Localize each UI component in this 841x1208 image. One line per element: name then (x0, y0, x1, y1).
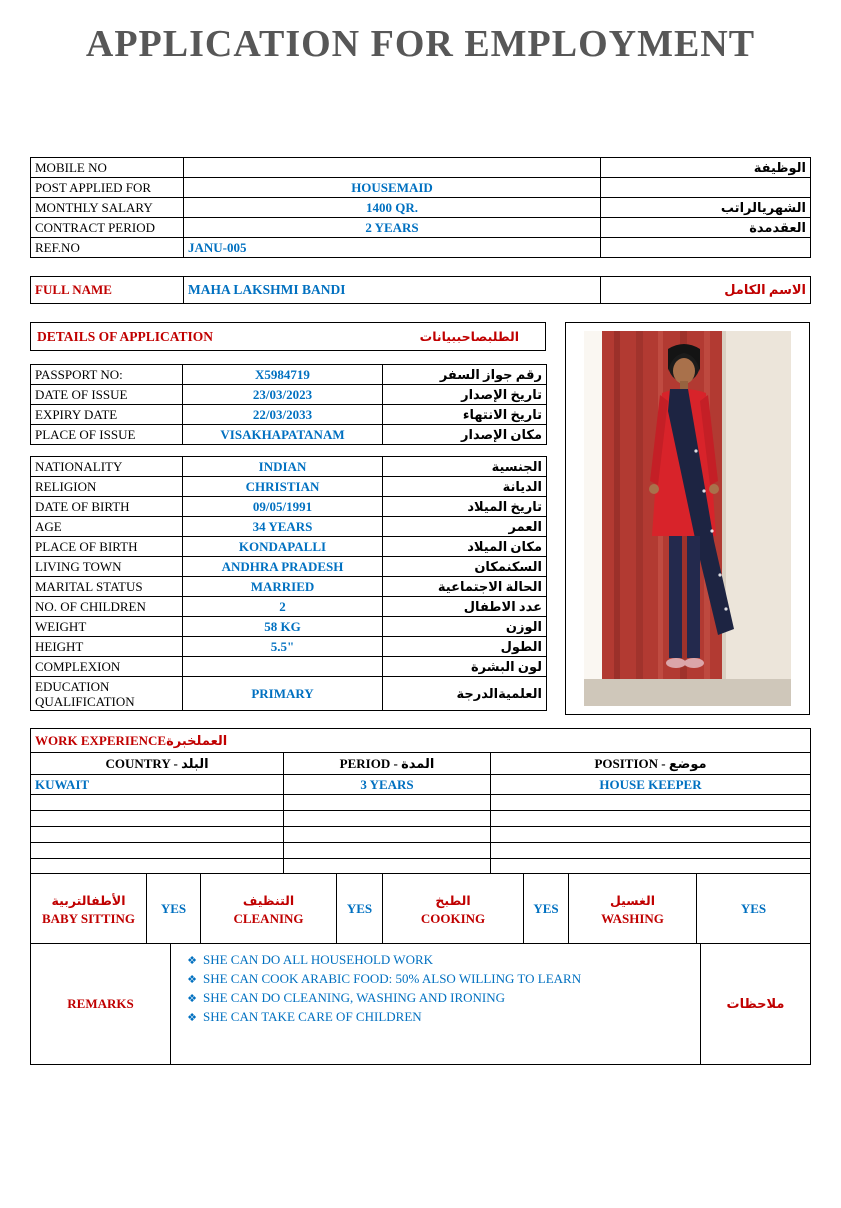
row-label: PLACE OF BIRTH (31, 537, 183, 557)
row-label: CONTRACT PERIOD (31, 218, 184, 238)
table-row (31, 385, 547, 405)
table-row (31, 677, 547, 711)
skill-arabic-label: الطبخ (435, 893, 471, 908)
row-value (184, 158, 601, 178)
diamond-bullet-icon: ❖ (187, 1011, 197, 1024)
row-label: COMPLEXION (31, 657, 183, 677)
row-arabic-label: العقدمدة (601, 218, 811, 238)
row-value: VISAKHAPATANAM (183, 425, 383, 445)
row-value: CHRISTIAN (183, 477, 383, 497)
row-label: MOBILE NO (31, 158, 184, 178)
work-experience-title (31, 729, 811, 753)
skill-arabic-label: الغسيل (609, 893, 655, 908)
diamond-bullet-icon: ❖ (187, 954, 197, 967)
table-row (31, 238, 811, 258)
row-label: NATIONALITY (31, 457, 183, 477)
row-value: PRIMARY (183, 677, 383, 711)
table-row (31, 597, 547, 617)
remarks-row (31, 944, 811, 1065)
diamond-bullet-icon: ❖ (187, 992, 197, 1005)
skill-answer-washing: YES (697, 874, 811, 945)
row-value: 22/03/2033 (183, 405, 383, 425)
skill-cleaning (201, 874, 337, 945)
row-value: INDIAN (183, 457, 383, 477)
table-row (31, 457, 547, 477)
row-value: 23/03/2023 (183, 385, 383, 405)
table-row (31, 158, 811, 178)
details-section-header (30, 322, 546, 351)
details-header-arabic-label: الطلبصاحببيانات (419, 329, 519, 344)
empty-cell (284, 843, 491, 859)
page-title: APPLICATION FOR EMPLOYMENT (85, 23, 756, 65)
table-row (31, 497, 547, 517)
row-label: REF.NO (31, 238, 184, 258)
row-arabic-label: السكنمكان (383, 557, 547, 577)
row-label: DATE OF ISSUE (31, 385, 183, 405)
row-value: 2 (183, 597, 383, 617)
table-row (31, 198, 811, 218)
row-label: HEIGHT (31, 637, 183, 657)
row-label: MONTHLY SALARY (31, 198, 184, 218)
row-arabic-label (601, 238, 811, 258)
table-row (31, 577, 547, 597)
column-header-position: POSITION - موضع (491, 753, 811, 775)
table-row (31, 637, 547, 657)
row-value: KONDAPALLI (183, 537, 383, 557)
row-arabic-label: الحالة الاجتماعية (383, 577, 547, 597)
row-label: PLACE OF ISSUE (31, 425, 183, 445)
skill-answer-cooking: YES (524, 874, 569, 945)
top-info-table (30, 157, 811, 258)
work-experience-empty-row (31, 827, 811, 843)
row-arabic-label: الديانة (383, 477, 547, 497)
diamond-bullet-icon: ❖ (187, 973, 197, 986)
row-arabic-label: عدد الاطفال (383, 597, 547, 617)
empty-cell (491, 827, 811, 843)
table-row (31, 517, 547, 537)
full-name-label: FULL NAME (31, 277, 184, 304)
row-arabic-label: تاريخ الانتهاء (383, 405, 547, 425)
row-value: JANU-005 (184, 238, 601, 258)
row-arabic-label: الوظيفة (601, 158, 811, 178)
column-header-period: PERIOD - المدة (284, 753, 491, 775)
we-period: 3 YEARS (284, 775, 491, 795)
skill-cooking (383, 874, 524, 945)
row-value: 34 YEARS (183, 517, 383, 537)
skill-washing (569, 874, 697, 945)
empty-cell (491, 843, 811, 859)
table-row (31, 365, 547, 385)
empty-cell (31, 811, 284, 827)
skill-answer-cleaning: YES (337, 874, 383, 945)
row-arabic-label: العلميةالدرجة (383, 677, 547, 711)
empty-cell (284, 827, 491, 843)
row-arabic-label: لون البشرة (383, 657, 547, 677)
table-row (31, 218, 811, 238)
skills-table (30, 873, 811, 945)
work-experience-columns-row (31, 753, 811, 775)
row-label: WEIGHT (31, 617, 183, 637)
row-arabic-label: الجنسية (383, 457, 547, 477)
remarks-item (181, 989, 696, 1007)
row-arabic-label: الطول (383, 637, 547, 657)
skill-label: COOKING (420, 910, 486, 926)
work-experience-title-arabic: العملخبرة (166, 732, 228, 748)
remarks-table (30, 943, 811, 1065)
row-arabic-label: العمر (383, 517, 547, 537)
remarks-item (181, 951, 696, 969)
photo-frame (565, 322, 810, 715)
applicant-photo (584, 331, 791, 706)
row-label: PASSPORT NO: (31, 365, 183, 385)
row-label: DATE OF BIRTH (31, 497, 183, 517)
skill-label: BABY SITTING (41, 910, 136, 926)
table-row (31, 425, 547, 445)
row-label: AGE (31, 517, 183, 537)
remarks-item-text: SHE CAN DO CLEANING, WASHING AND IRONING (203, 990, 506, 1005)
remarks-item (181, 970, 696, 988)
remarks-item-text: SHE CAN DO ALL HOUSEHOLD WORK (203, 952, 434, 967)
remarks-label: REMARKS (31, 944, 171, 1065)
table-row (31, 617, 547, 637)
work-experience-empty-row (31, 843, 811, 859)
row-arabic-label: تاريخ الإصدار (383, 385, 547, 405)
empty-cell (284, 811, 491, 827)
row-value: HOUSEMAID (184, 178, 601, 198)
empty-cell (284, 795, 491, 811)
remarks-arabic-label: ملاحظات (701, 944, 811, 1065)
row-arabic-label: الشهريالراتب (601, 198, 811, 218)
empty-cell (31, 843, 284, 859)
full-name-value: MAHA LAKSHMI BANDI (184, 277, 601, 304)
work-experience-empty-row (31, 795, 811, 811)
row-label: RELIGION (31, 477, 183, 497)
table-row (31, 405, 547, 425)
remarks-item-text: SHE CAN COOK ARABIC FOOD: 50% ALSO WILLING TO LEARN (203, 971, 582, 986)
full-name-arabic-label: الاسم الكامل (601, 277, 811, 304)
row-value: ANDHRA PRADESH (183, 557, 383, 577)
table-row (31, 657, 547, 677)
row-label: EDUCATION QUALIFICATION (31, 677, 183, 711)
empty-cell (491, 795, 811, 811)
skill-label: WASHING (601, 910, 664, 926)
row-value: 09/05/1991 (183, 497, 383, 517)
skill-baby-sitting (31, 874, 147, 945)
empty-cell (31, 795, 284, 811)
skill-arabic-label: الأطفالتربية (51, 893, 126, 908)
row-label: LIVING TOWN (31, 557, 183, 577)
skill-arabic-label: التنظيف (242, 893, 295, 908)
full-name-table (30, 276, 811, 304)
row-value: 1400 QR. (184, 198, 601, 218)
we-position: HOUSE KEEPER (491, 775, 811, 795)
row-arabic-label: مكان الإصدار (383, 425, 547, 445)
column-header-country: COUNTRY - البلد (31, 753, 284, 775)
remarks-list (171, 944, 701, 1065)
row-arabic-label: رقم جواز السفر (383, 365, 547, 385)
table-row (31, 477, 547, 497)
row-arabic-label: الوزن (383, 617, 547, 637)
skill-answer-baby-sitting: YES (147, 874, 201, 945)
remarks-item (181, 1008, 696, 1026)
work-experience-title-en: WORK EXPERIENCE (35, 732, 167, 748)
we-country: KUWAIT (31, 775, 284, 795)
row-value: 58 KG (183, 617, 383, 637)
skill-label: CLEANING (233, 910, 304, 926)
table-row (31, 537, 547, 557)
work-experience-header-row (31, 729, 811, 753)
table-row (31, 557, 547, 577)
work-experience-empty-row (31, 811, 811, 827)
row-arabic-label: تاريخ الميلاد (383, 497, 547, 517)
row-arabic-label: مكان الميلاد (383, 537, 547, 557)
empty-cell (491, 811, 811, 827)
row-label: EXPIRY DATE (31, 405, 183, 425)
work-experience-row (31, 775, 811, 795)
skills-row (31, 874, 811, 945)
details-header-label: DETAILS OF APPLICATION (37, 328, 214, 344)
remarks-item-text: SHE CAN TAKE CARE OF CHILDREN (203, 1009, 422, 1024)
row-value: MARRIED (183, 577, 383, 597)
personal-details-table (30, 456, 547, 711)
row-value: 5.5" (183, 637, 383, 657)
work-experience-table (30, 728, 811, 875)
table-row (31, 277, 811, 304)
row-label: POST APPLIED FOR (31, 178, 184, 198)
empty-cell (31, 827, 284, 843)
row-value: X5984719 (183, 365, 383, 385)
row-label: NO. OF CHILDREN (31, 597, 183, 617)
passport-table (30, 364, 547, 445)
row-value: 2 YEARS (184, 218, 601, 238)
row-value (183, 657, 383, 677)
row-arabic-label (601, 178, 811, 198)
row-label: MARITAL STATUS (31, 577, 183, 597)
table-row (31, 178, 811, 198)
